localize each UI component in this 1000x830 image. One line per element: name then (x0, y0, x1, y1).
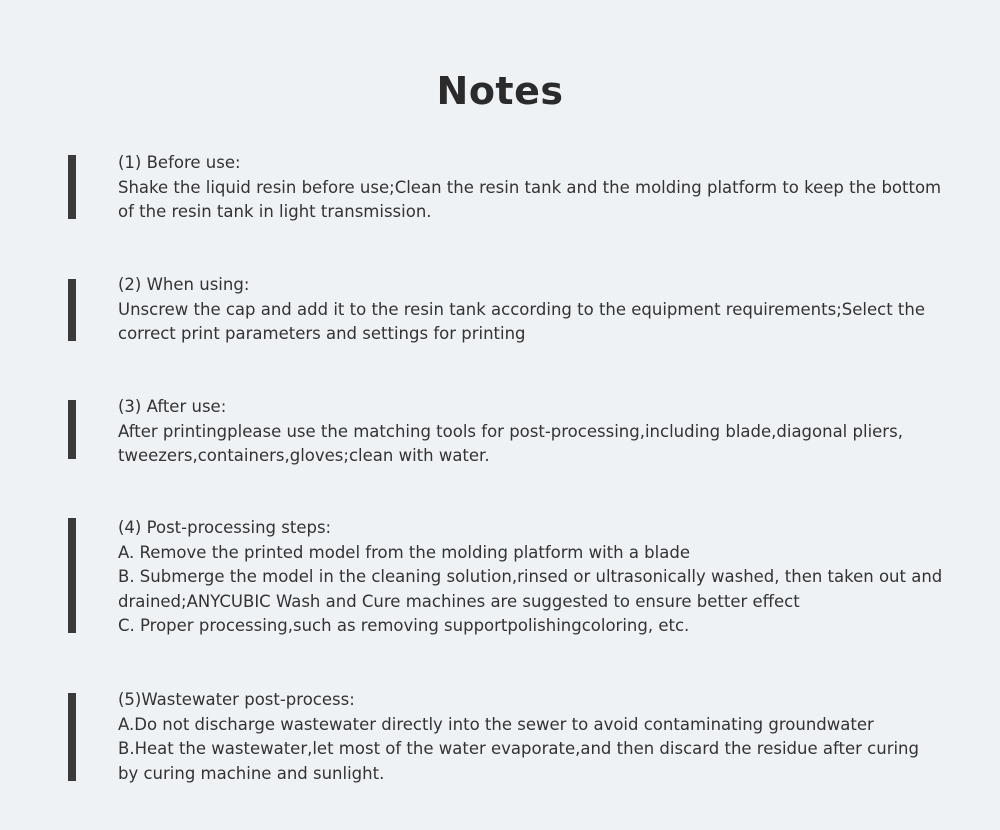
page-title: Notes (436, 69, 564, 113)
section-accent-bar (68, 693, 76, 781)
section-accent-bar (68, 400, 76, 459)
section-accent-bar (68, 155, 76, 219)
section-line: drained;ANYCUBIC Wash and Cure machines are suggested to ensure better effect (118, 591, 800, 611)
section-heading: (4) Post-processing steps: (118, 518, 332, 537)
section-accent-bar (68, 279, 76, 341)
section-line: Unscrew the cap and add it to the resin tank according to the equipment requirements;Select the (118, 299, 925, 319)
section-line: A. Remove the printed model from the molding platform with a blade (118, 542, 690, 562)
note-section-before-use (68, 151, 948, 223)
section-line: After printingplease use the matching tools for post-processing,including blade,diagonal pliers, (118, 421, 903, 441)
note-section-when-using (68, 273, 948, 345)
section-line: by curing machine and sunlight. (118, 763, 385, 783)
section-heading: (1) Before use: (118, 153, 241, 172)
note-section-post-processing (68, 516, 948, 638)
note-section-after-use (68, 395, 948, 467)
section-line: Shake the liquid resin before use;Clean the resin tank and the molding platform to keep the bottom (118, 177, 942, 197)
section-content (118, 516, 948, 639)
section-line: C. Proper processing,such as removing supportpolishingcoloring, etc. (118, 616, 690, 635)
section-line: B. Submerge the model in the cleaning solution,rinsed or ultrasonically washed, then taken out and (118, 567, 943, 586)
section-accent-bar (68, 518, 76, 633)
section-heading: (3) After use: (118, 397, 227, 416)
section-line: A.Do not discharge wastewater directly into the sewer to avoid contaminating groundwater (118, 714, 874, 734)
section-content (118, 688, 948, 786)
section-content (118, 273, 948, 347)
section-heading: (5)Wastewater post-process: (118, 690, 355, 709)
section-line: tweezers,containers,gloves;clean with water. (118, 446, 490, 465)
section-content (118, 151, 948, 225)
section-line: of the resin tank in light transmission. (118, 202, 432, 221)
section-line: B.Heat the wastewater,let most of the water evaporate,and then discard the residue after curing (118, 739, 919, 758)
section-heading: (2) When using: (118, 275, 250, 294)
section-line: correct print parameters and settings for printing (118, 324, 526, 343)
note-section-wastewater (68, 688, 948, 788)
section-content (118, 395, 948, 469)
